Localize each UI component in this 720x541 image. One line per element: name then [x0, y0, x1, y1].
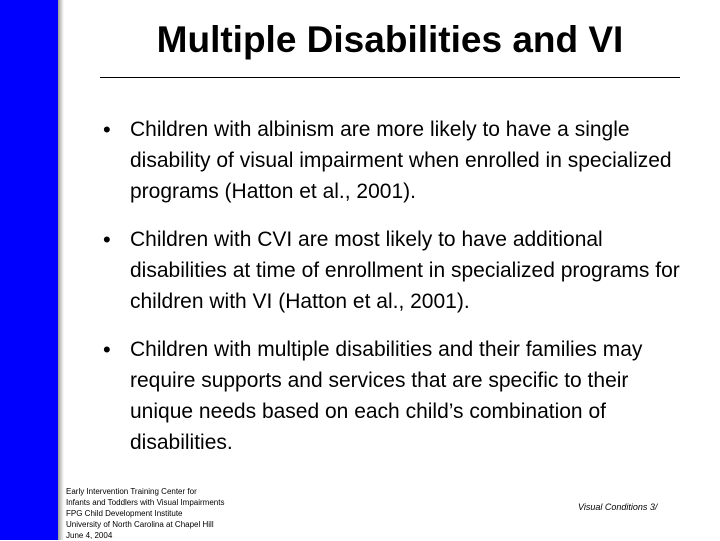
footer-date: June 4, 2004 [66, 531, 113, 540]
footer-org-line: Early Intervention Training Center for [66, 487, 197, 496]
slide-title: Multiple Disabilities and VI [156, 19, 624, 60]
bullet-text: Children with multiple disabilities and their families may require supports and services that are specific to their unique needs based on each child’s combination of disabilities. [130, 338, 643, 454]
bullet-text: Children with CVI are most likely to have additional disabilities at time of enrollment in specialized programs for children with VI (Hatton et al., 2001). [130, 228, 680, 313]
footer-organization [66, 486, 224, 541]
footer-page-label: Visual Conditions 3/ [578, 502, 658, 512]
bullet-item-albinism [100, 114, 690, 207]
footer-org-line: FPG Child Development Institute [66, 509, 183, 518]
bullet-dot-icon: • [103, 117, 111, 142]
bullet-list [100, 114, 690, 475]
footer-org-line: University of North Carolina at Chapel Hill [66, 520, 214, 529]
bullet-text: Children with albinism are more likely to have a single disability of visual impairment when enrolled in specialized programs (Hatton et al., 2001). [130, 118, 672, 203]
footer-org-line: Infants and Toddlers with Visual Impairments [66, 498, 225, 507]
bullet-dot-icon: • [103, 337, 111, 362]
bullet-item-cvi [100, 224, 690, 317]
bullet-dot-icon: • [103, 227, 111, 252]
title-divider [100, 77, 680, 78]
left-accent-bar [0, 0, 58, 540]
left-accent-bar-shadow [58, 0, 64, 540]
bullet-item-multiple-disabilities [100, 334, 690, 458]
